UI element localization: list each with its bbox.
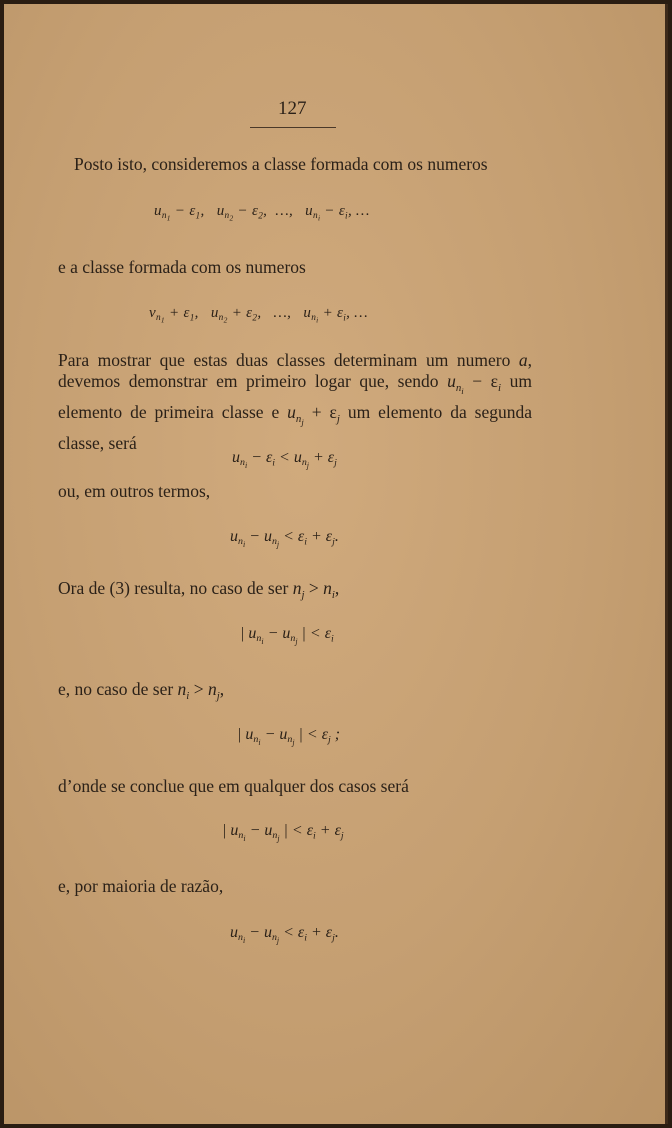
conclude-line: d’onde se conclue que em qualquer dos casos será (58, 776, 409, 796)
equation-3: $u_{n_i} - \varepsilon_i < u_{n_j} + \varepsilon_j$ (232, 449, 337, 471)
header-rule (250, 127, 336, 128)
equation-4: $u_{n_i} - u_{n_j} < \varepsilon_i + \varepsilon_j$. (230, 528, 339, 550)
other-terms-line: ou, em outros termos, (58, 481, 211, 501)
equation-1: $u_{n_1} - \varepsilon_1$, $u_{n_2} - \varepsilon_2$, …, $u_{n_i} - \varepsilon_i$, … (154, 203, 370, 223)
second-class-line: e a classe formada com os numeros (58, 257, 306, 277)
page-number: 127 (278, 98, 307, 119)
book-page (4, 4, 668, 1124)
case-2-line: e, no caso de ser $n_i > n_j$, (58, 679, 225, 702)
intro-line: Posto isto, consideremos a classe formada com os numeros (74, 154, 488, 174)
from-3-line: Ora de (3) resulta, no caso de ser $n_j > n_i$, (58, 578, 340, 601)
equation-8: $u_{n_i} - u_{n_j} < \varepsilon_i + \varepsilon_j$. (230, 924, 339, 946)
paragraph-main: Para mostrar que estas duas classes determinam um numero a, devemos demonstrar em primeiro logar que, sendo $u_{n_i} - \varepsilon_i$ um elemento de primeira classe e $u_{n_j} + \varepsilon_j$ um elemento da segunda classe, será (58, 350, 533, 453)
equation-6: | $u_{n_i} - u_{n_j}$ | < $\varepsilon_j$ ; (237, 726, 341, 748)
stronger-line: e, por maioria de razão, (58, 876, 224, 896)
equation-2: $v_{n_1} + \varepsilon_1$, $u_{n_2} + \varepsilon_2$, …, $u_{n_i} + \varepsilon_i$, … (149, 305, 368, 325)
equation-7: | $u_{n_i} - u_{n_j}$ | < $\varepsilon_i + \varepsilon_j$ (222, 822, 344, 844)
equation-5: | $u_{n_i} - u_{n_j}$ | < $\varepsilon_i$ (240, 625, 334, 647)
